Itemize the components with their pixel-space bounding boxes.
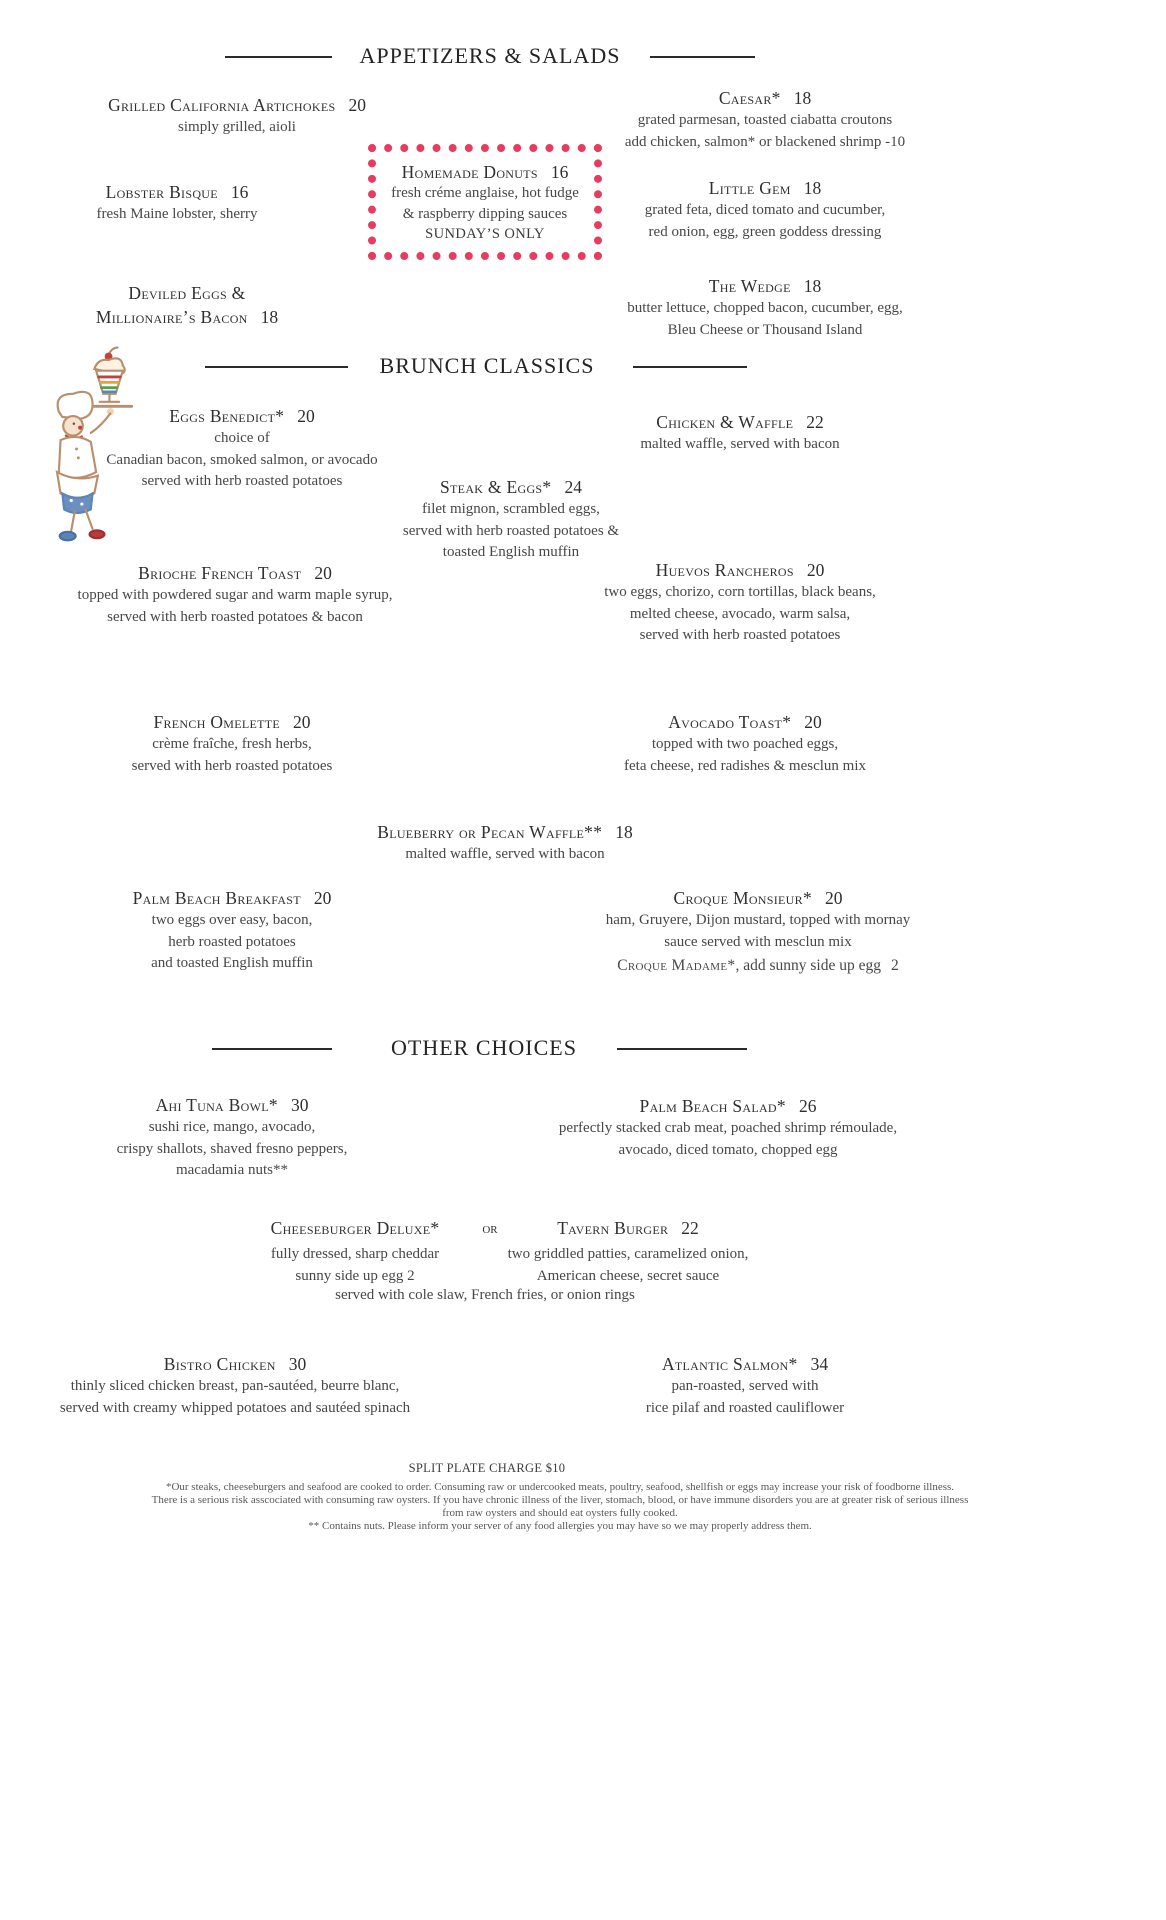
menu-item-little-gem: Little Gem 18 grated feta, diced tomato and cucumber, red onion, egg, green goddess dressing xyxy=(644,178,886,240)
menu-item-avocado-toast: Avocado Toast* 20 topped with two poached eggs, feta cheese, red radishes & mesclun mix xyxy=(624,712,866,774)
disclaimer-line: *Our steaks, cheeseburgers and seafood are cooked to order. Consuming raw or undercooked meats, poultry, seafood, shellfish or eggs may increase your risk of foodborne illness. xyxy=(165,1481,955,1493)
burgers-shared-sides-line: served with cole slaw, French fries, or onion rings xyxy=(335,1287,635,1303)
donuts-availability-note: SUNDAY’S ONLY xyxy=(425,226,545,242)
menu-item-grilled-california-artichokes: Grilled California Artichokes 20 simply grilled, aioli xyxy=(108,95,366,135)
divider-rule xyxy=(205,366,348,368)
menu-item-steak-and-eggs: Steak & Eggs* 24 filet mignon, scrambled eggs, served with herb roasted potatoes & toasted English muffin xyxy=(402,477,620,560)
menu-item-tavern-burger: Tavern Burger 22 two griddled patties, caramelized onion, American cheese, secret sauce xyxy=(507,1218,749,1284)
section-title-brunch: BRUNCH CLASSICS xyxy=(379,353,595,378)
menu-item-deviled-eggs-millionaires-bacon: Deviled Eggs & Millionaire’s Bacon 18 xyxy=(95,283,279,327)
disclaimer-line: There is a serious risk asscociated with consuming raw oysters. If you have chronic illness of the liver, stomach, blood, or have immune disorders you are at greater risk of serious illness xyxy=(151,1494,969,1506)
croque-madame-addon: Croque Madame*, add sunny side up egg 2 xyxy=(617,957,899,974)
split-plate-charge-note: SPLIT PLATE CHARGE $10 xyxy=(408,1461,566,1475)
menu-item-bistro-chicken: Bistro Chicken 30 thinly sliced chicken breast, pan-sautéed, beurre blanc, served with creamy whipped potatoes and sautéed spinach xyxy=(59,1354,411,1416)
menu-item-the-wedge: The Wedge 18 butter lettuce, chopped bacon, cucumber, egg, Bleu Cheese or Thousand Island xyxy=(627,276,903,338)
menu-item-ahi-tuna-bowl: Ahi Tuna Bowl* 30 sushi rice, mango, avocado, crispy shallots, shaved fresno peppers, macadamia nuts** xyxy=(116,1095,348,1178)
menu-item-palm-beach-salad: Palm Beach Salad* 26 perfectly stacked crab meat, poached shrimp rémoulade, avocado, diced tomato, chopped egg xyxy=(558,1096,898,1158)
menu-item-huevos-rancheros: Huevos Rancheros 20 two eggs, chorizo, corn tortillas, black beans, melted cheese, avocado, warm salsa, served with herb roasted potatoes xyxy=(604,560,876,643)
donuts-special-box: Homemade Donuts 16 fresh créme anglaise, hot fudge & raspberry dipping sauces SUNDAY’S ONLY xyxy=(368,144,602,260)
divider-rule xyxy=(633,366,747,368)
divider-rule xyxy=(650,56,755,58)
menu-item-eggs-benedict: Eggs Benedict* 20 choice of Canadian bacon, smoked salmon, or avocado served with herb roasted potatoes xyxy=(106,406,378,489)
menu-item-atlantic-salmon: Atlantic Salmon* 34 pan-roasted, served with rice pilaf and roasted cauliflower xyxy=(645,1354,845,1416)
divider-rule xyxy=(225,56,332,58)
section-title-appetizers: APPETIZERS & SALADS xyxy=(359,43,621,68)
disclaimer-line: from raw oysters and should eat oysters fully cooked. xyxy=(442,1507,678,1519)
menu-item-caesar: Caesar* 18 grated parmesan, toasted ciabatta croutons add chicken, salmon* or blackened shrimp -10 xyxy=(624,88,906,150)
section-title-other-choices: OTHER CHOICES xyxy=(391,1035,577,1060)
divider-rule xyxy=(212,1048,332,1050)
menu-item-blueberry-or-pecan-waffle: Blueberry or Pecan Waffle** 18 malted waffle, served with bacon xyxy=(377,822,633,862)
divider-rule xyxy=(617,1048,747,1050)
menu-item-brioche-french-toast: Brioche French Toast 20 topped with powdered sugar and warm maple syrup, served with herb roasted potatoes & bacon xyxy=(77,563,393,625)
menu-item-chicken-and-waffle: Chicken & Waffle 22 malted waffle, served with bacon xyxy=(640,412,840,452)
disclaimer-line: ** Contains nuts. Please inform your server of any food allergies you may have so we may properly address them. xyxy=(308,1520,812,1532)
burger-or-label: or xyxy=(482,1220,498,1237)
menu-item-croque-monsieur: Croque Monsieur* 20 ham, Gruyere, Dijon mustard, topped with mornay sauce served with mesclun mix Croque Madame*, add sunny side up egg 2 xyxy=(605,888,911,974)
menu-item-french-omelette: French Omelette 20 crème fraîche, fresh herbs, served with herb roasted potatoes xyxy=(131,712,333,774)
menu-item-palm-beach-breakfast: Palm Beach Breakfast 20 two eggs over easy, bacon, herb roasted potatoes and toasted English muffin xyxy=(132,888,332,971)
menu-item-lobster-bisque: Lobster Bisque 16 fresh Maine lobster, sherry xyxy=(96,182,258,222)
menu-item-cheeseburger-deluxe: Cheeseburger Deluxe* fully dressed, sharp cheddar sunny side up egg 2 xyxy=(270,1218,440,1284)
